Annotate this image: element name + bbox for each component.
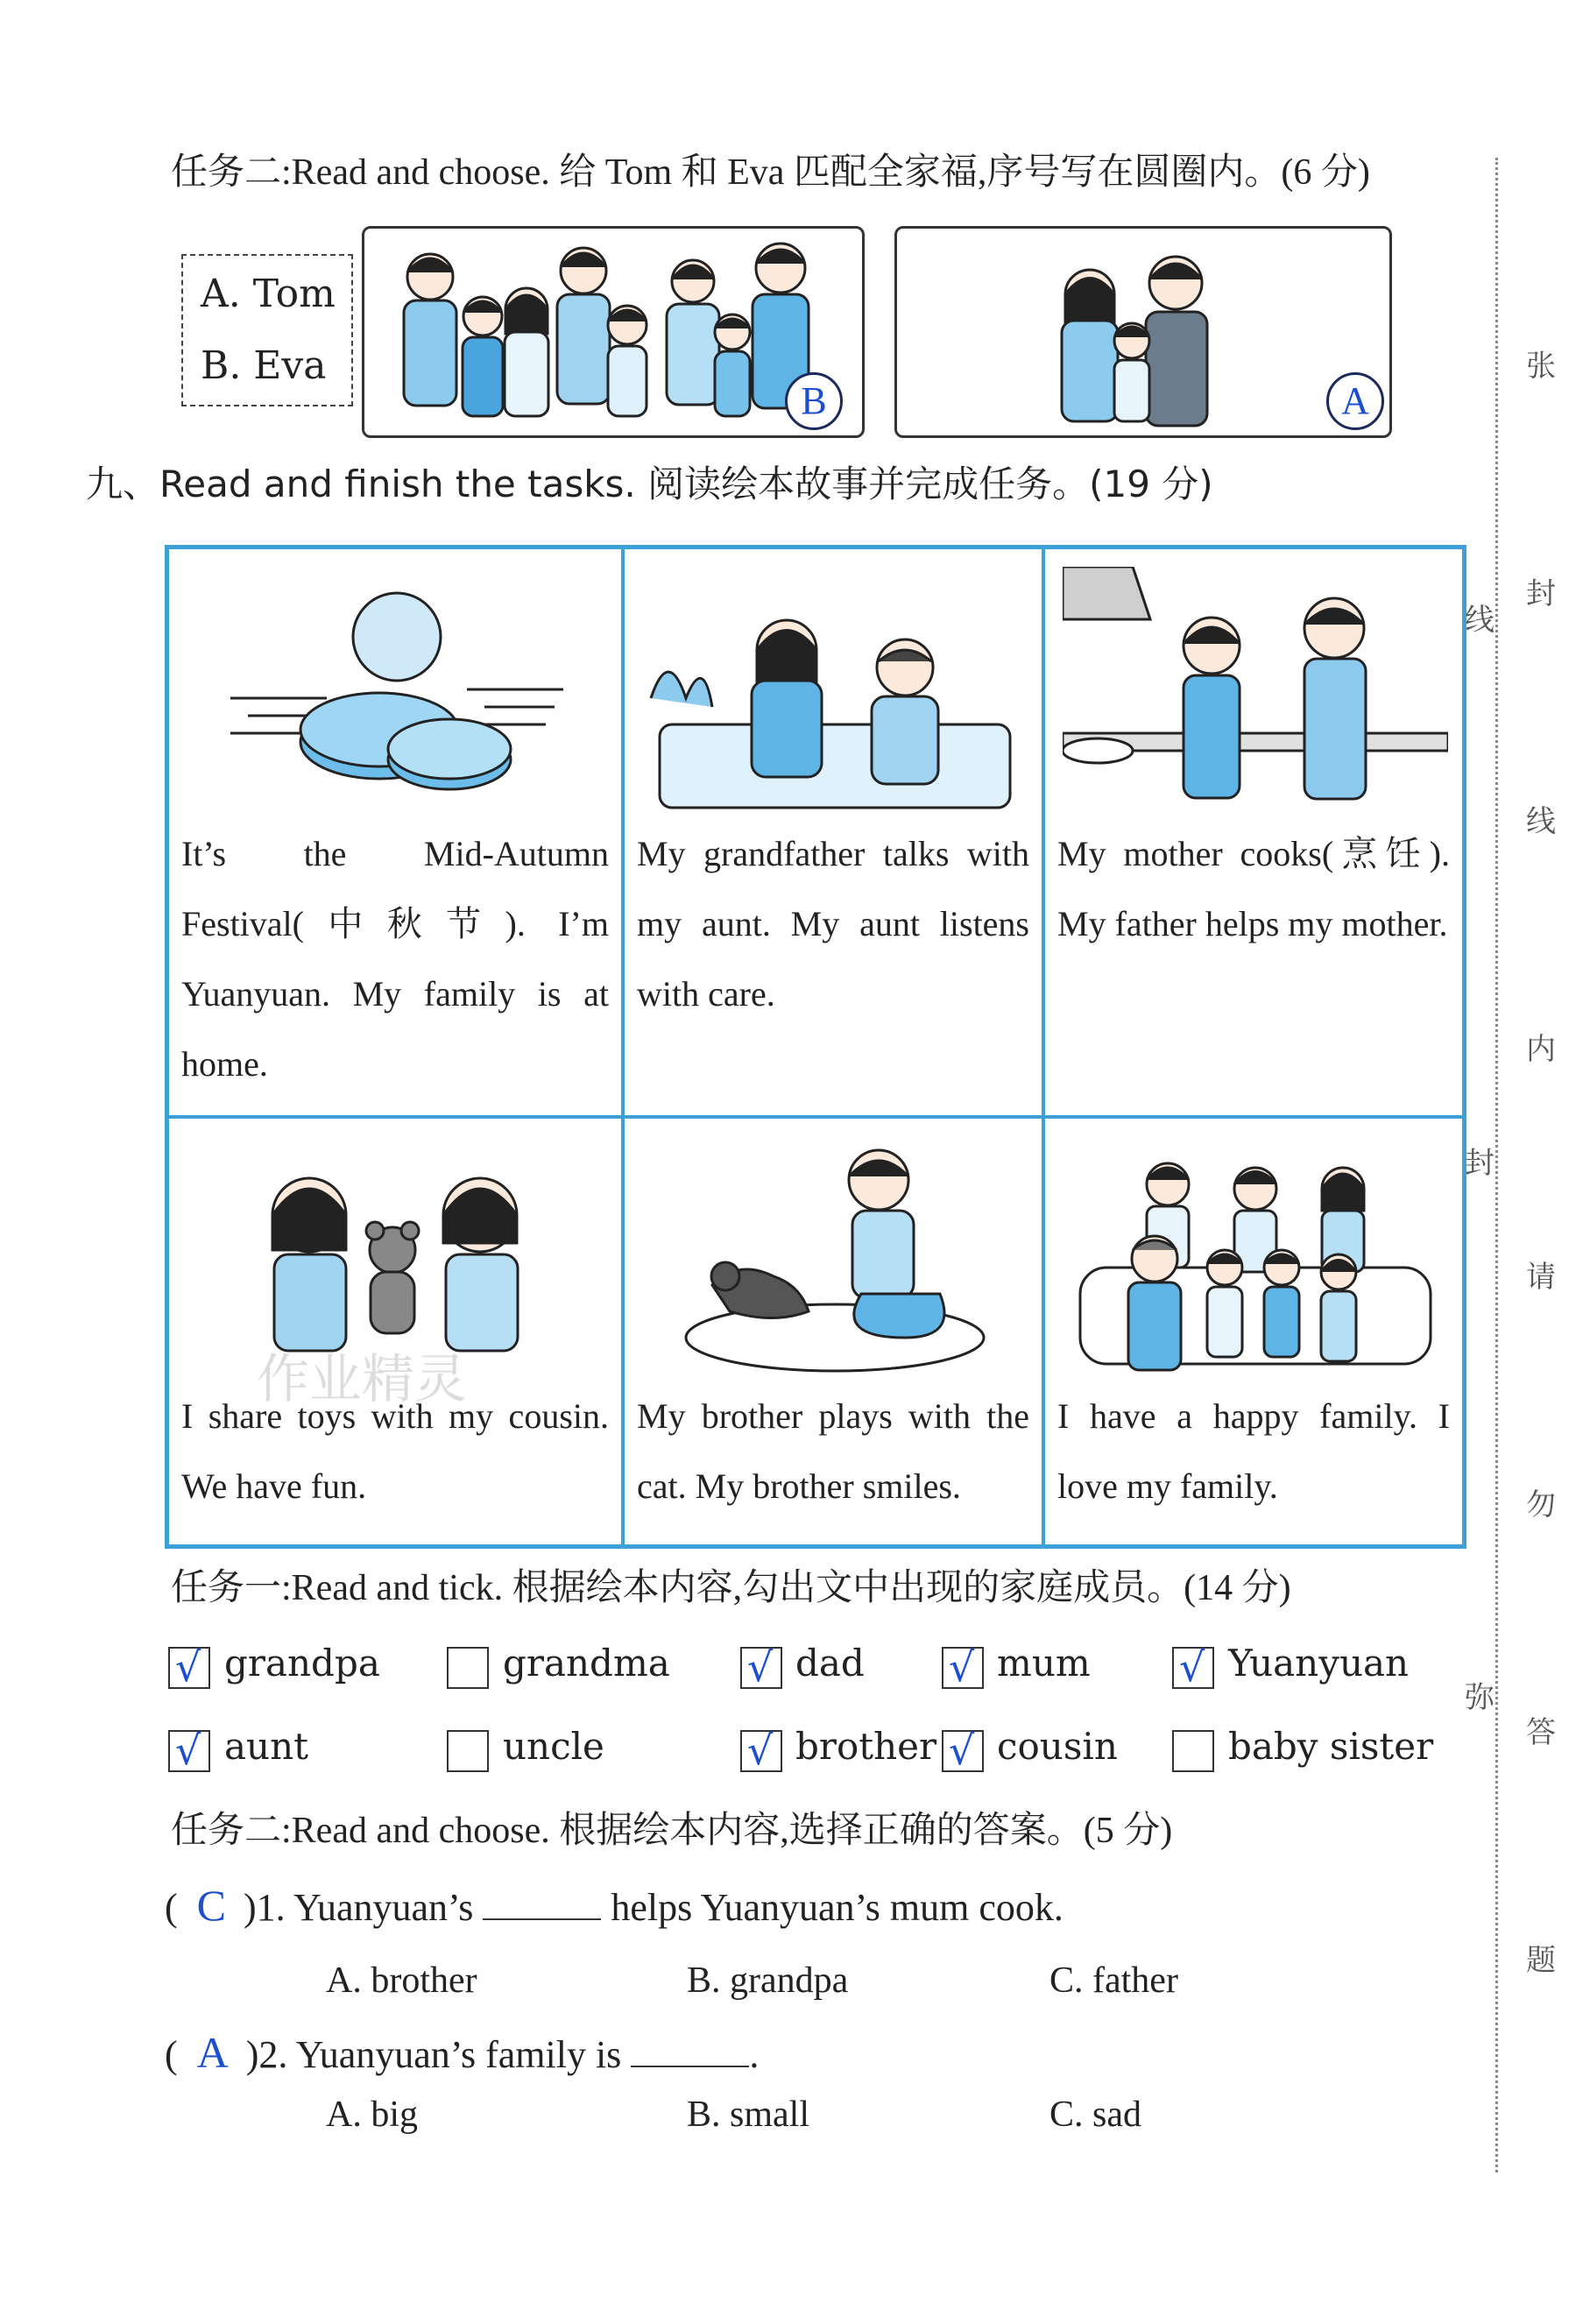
checkbox-label-grandma: grandma (503, 1642, 670, 1685)
question-2-option-b: B. small (687, 2094, 810, 2135)
story-panel-1 (167, 547, 623, 1117)
story-caption-3: My mother cooks(烹饪). My father helps my mother. (1057, 834, 1450, 943)
tick-mark: √ (175, 1643, 201, 1691)
share-toys-illustration (239, 1145, 555, 1355)
story-caption-5: My brother plays with the cat. My brother smiles. (637, 1396, 1029, 1506)
tick-mark: √ (747, 1727, 774, 1774)
checkbox-grandpa[interactable] (168, 1643, 210, 1691)
story-caption-1: It’s the Mid-Autumn Festival(中秋节). I’m Yuanyuan. My family is at home. (181, 834, 609, 1084)
checkbox-mum[interactable] (942, 1643, 984, 1691)
question-1-blank (483, 1892, 601, 1920)
question-1-option-c: C. father (1049, 1960, 1178, 2001)
tick-mark: √ (747, 1643, 774, 1691)
story-caption-4: I share toys with my cousin. We have fun. (181, 1396, 609, 1506)
task1-heading: 任务一:Read and tick. 根据绘本内容,勾出文中出现的家庭成员。(14 分) (171, 1568, 1291, 1608)
checkbox-label-cousin: cousin (997, 1725, 1118, 1768)
brother-cat-illustration (677, 1136, 993, 1381)
legend-box (181, 254, 353, 406)
margin-char: 答 (1526, 1715, 1556, 1750)
checkbox-cousin[interactable] (942, 1727, 984, 1774)
tick-mark: √ (1179, 1643, 1205, 1691)
margin-char: 线 (1526, 804, 1556, 839)
small-family-illustration (897, 229, 1389, 435)
story-caption-2: My grandfather talks with my aunt. My aunt listens with care. (637, 834, 1029, 1014)
story-panel-6 (1043, 1117, 1464, 1546)
margin-char: 内 (1526, 1032, 1556, 1067)
question-1-stem-before: Yuanyuan’s (293, 1886, 474, 1929)
mooncake-illustration (222, 576, 572, 821)
task2-heading: 任务二:Read and choose. 根据绘本内容,选择正确的答案。(5 分) (171, 1811, 1173, 1851)
checkbox-label-yuanyuan: Yuanyuan (1228, 1642, 1410, 1685)
question-1 (165, 1879, 1064, 1932)
binding-dotted-line (1495, 158, 1498, 2172)
story-panel-2 (623, 547, 1043, 1117)
checkbox-label-uncle: uncle (503, 1725, 604, 1768)
margin-char: 封 (1526, 576, 1556, 611)
checkbox-uncle[interactable] (447, 1730, 489, 1772)
question-2-option-a: A. big (326, 2094, 418, 2135)
question-2-number: )2. (245, 2033, 288, 2076)
question-2-stem-after: . (749, 2033, 760, 2076)
question-2-stem-before: Yuanyuan’s family is (295, 2033, 622, 2076)
section-nine-heading: 九、Read and finish the tasks. 阅读绘本故事并完成任务。(19 分) (86, 463, 1213, 505)
watermark: 作业精灵 (257, 1349, 467, 1410)
story-panel-4 (167, 1117, 623, 1546)
question-1-number: )1. (244, 1886, 286, 1929)
legend-option-b: B. Eva (201, 343, 327, 388)
margin-char: 弥 (1465, 1680, 1495, 1715)
grandfather-aunt-illustration (642, 593, 1028, 812)
margin-char: 线 (1465, 603, 1495, 638)
legend-option-a: A. Tom (201, 272, 336, 316)
margin-char: 请 (1526, 1260, 1556, 1295)
question-1-option-a: A. brother (326, 1960, 477, 2001)
question-1-answer[interactable]: C (196, 1881, 227, 1930)
family-photo-small (894, 226, 1392, 438)
story-caption-6: I have a happy family. I love my family. (1057, 1396, 1450, 1506)
photo1-answer-badge: B (785, 372, 843, 430)
checkbox-dad[interactable] (740, 1643, 782, 1691)
story-grid (165, 545, 1466, 1549)
question-2-answer[interactable]: A (196, 2028, 229, 2077)
tick-mark: √ (949, 1727, 975, 1774)
story-panel-3 (1043, 547, 1464, 1117)
margin-char: 勿 (1526, 1487, 1556, 1522)
question-2 (165, 2026, 759, 2079)
cooking-illustration (1063, 567, 1448, 821)
family-photo-big (362, 226, 865, 438)
checkbox-label-baby-sister: baby sister (1228, 1725, 1434, 1768)
margin-char: 题 (1526, 1943, 1556, 1978)
checkbox-label-aunt: aunt (224, 1725, 309, 1768)
photo2-answer-badge: A (1326, 372, 1384, 430)
question-2-option-c: C. sad (1049, 2094, 1141, 2135)
checkbox-baby-sister[interactable] (1172, 1730, 1214, 1772)
tick-mark: √ (175, 1727, 201, 1774)
checkbox-yuanyuan[interactable] (1172, 1643, 1214, 1691)
question-1-stem-after: helps Yuanyuan’s mum cook. (611, 1886, 1064, 1929)
task2-top-heading: 任务二:Read and choose. 给 Tom 和 Eva 匹配全家福,序号写在圆圈内。(6 分) (171, 152, 1370, 193)
checkbox-label-dad: dad (795, 1642, 865, 1685)
checkbox-label-mum: mum (997, 1642, 1091, 1685)
checkbox-grandma[interactable] (447, 1647, 489, 1689)
checkbox-label-brother: brother (795, 1725, 937, 1768)
question-paren-open: ( (165, 1886, 197, 1929)
margin-char: 封 (1465, 1146, 1495, 1181)
checkbox-brother[interactable] (740, 1727, 782, 1774)
story-panel-5 (623, 1117, 1043, 1546)
tick-mark: √ (949, 1643, 975, 1691)
question-2-blank (631, 2039, 749, 2067)
question-paren-open: ( (165, 2033, 197, 2076)
happy-family-illustration (1063, 1136, 1448, 1381)
question-1-option-b: B. grandpa (687, 1960, 849, 2001)
checkbox-label-grandpa: grandpa (224, 1642, 380, 1685)
margin-char: 张 (1526, 349, 1556, 384)
checkbox-aunt[interactable] (168, 1727, 210, 1774)
